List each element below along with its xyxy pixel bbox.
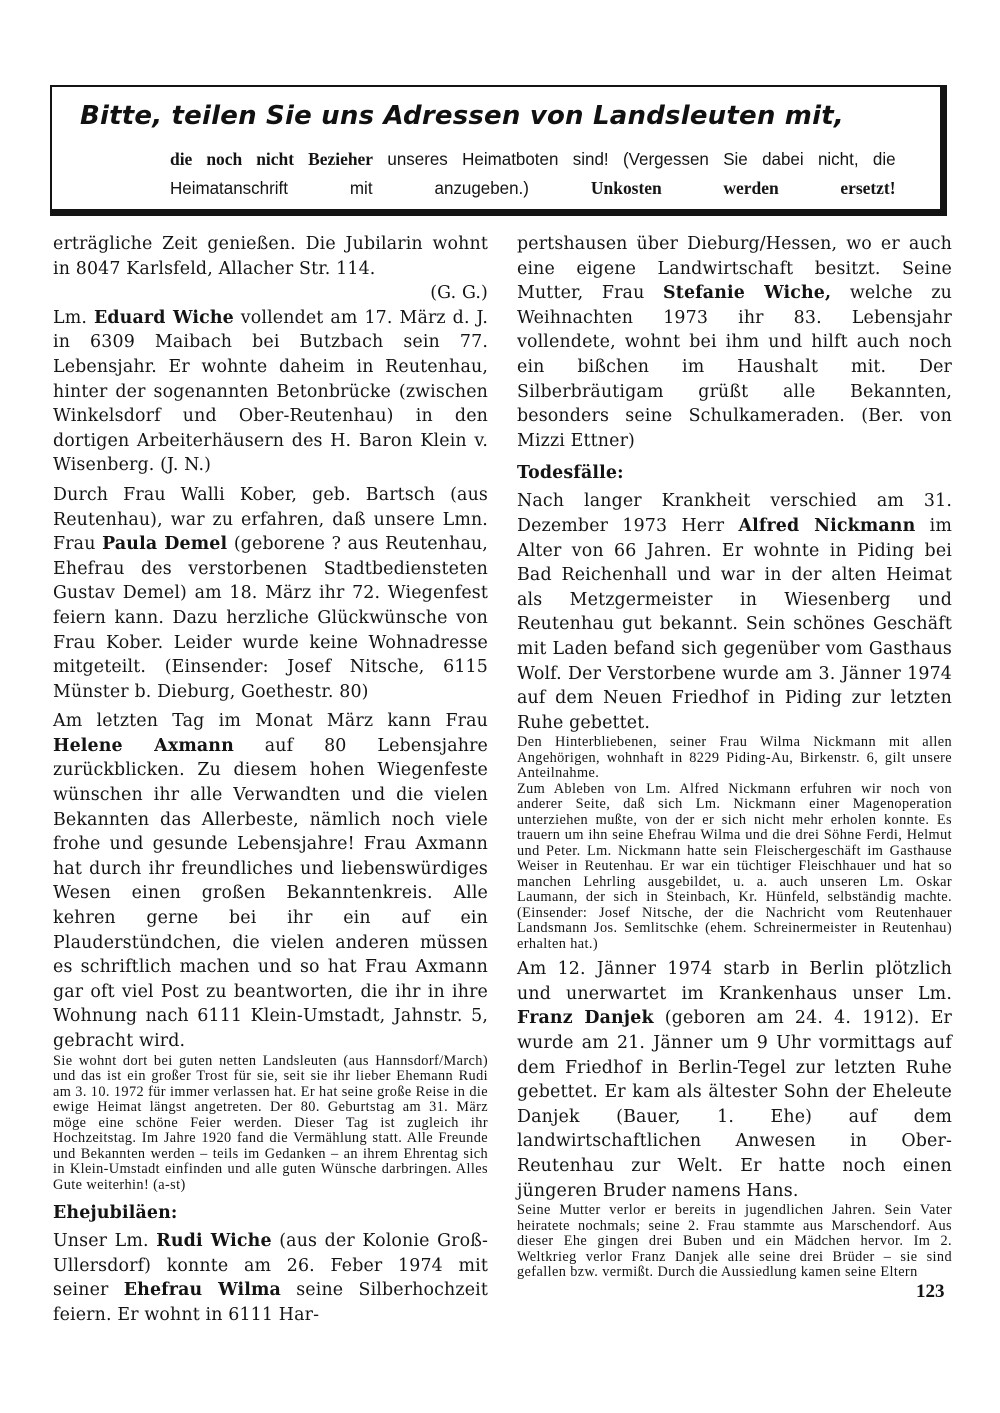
paragraph-helene-axmann: [53, 709, 488, 1053]
paragraph-rudi-wiche: [53, 1229, 488, 1327]
text: pertshausen über Dieburg/Hessen, wo er auch eine eigene Landwirtschaft besitzt. Seine Mutter, Frau: [517, 234, 952, 304]
person-name: Eduard Wiche: [93, 307, 234, 328]
page-number: 123: [916, 1281, 945, 1302]
text: (geborene ? aus Reutenhau, Ehefrau des verstorbenen Stadtbediensteten Gustav Demel) am 18. März ihr 72. Wiegenfest feiern kann. Dazu herzliche Glückwünsche von Frau Kober. Leider wurde keine Wohnadresse mitgeteilt. (Einsender: Josef Nitsche, 6115 Münster b. Dieburg, Goethestr. 80): [53, 534, 488, 702]
heading-ehejubilaeen: Ehejubiläen:: [53, 1203, 178, 1224]
notice-text: unseres Heimatboten sind! (Vergessen Sie dabei nicht, die Heimatanschrift mit anzugeben.): [170, 149, 896, 198]
paragraph-danjek-details: Seine Mutter verlor er bereits in jugendlichen Jahren. Sein Vater heiratete nochmals; seine 2. Frau stammte aus Marschendorf. Aus dieser Ehe gingen drei Buben und ein Mädchen hervor. Im 2. Weltkrieg verlor Franz Danjek alle seine drei Brüder – sie sind gefallen bzw. vermißt. Durch die Aussiedlung kamen seine Eltern: [517, 1202, 952, 1281]
paragraph-eduard-wiche: [53, 306, 488, 478]
notice-bold-2: Unkosten werden ersetzt!: [590, 178, 896, 198]
notice-title: Bitte, teilen Sie uns Adressen von Landsleuten mit,: [80, 101, 844, 131]
notice-bold-1: die noch nicht Bezieher: [170, 149, 374, 169]
text: (aus der Kolonie Groß-Ullersdorf) konnte am 26. Feber 1974 mit seiner: [53, 1231, 489, 1301]
address-request-notice: [50, 85, 947, 216]
person-name: Stefanie Wiche,: [663, 283, 832, 304]
text: (geboren am 24. 4. 1912). Er wurde am 21. Jänner um 9 Uhr vormittags auf dem Friedhof in Berlin-Tegel zur letzten Ruhe gebettet. Er kam als ältester Sohn der Eheleute Danjek (Bauer, 1. Ehe) auf dem landwirtschaftlichen Anwesen in Ober-Reutenhau zur Welt. Er hatte noch einen jüngeren Bruder namens Hans.: [517, 1008, 952, 1201]
person-name: Paula Demel: [102, 534, 228, 555]
text: Unser Lm.: [53, 1231, 157, 1252]
person-name: Helene Axmann: [53, 735, 234, 756]
text: welche zu Weihnachten 1973 ihr 83. Lebensjahr vollendete, wohnt bei ihm und hilft auch noch ein bißchen im Haushalt mit. Der Silberbräutigam grüßt alle Bekannten, besonders seine Schulkameraden. (Ber. von Mizzi Ettner): [517, 283, 952, 451]
left-column: [53, 232, 488, 1327]
notice-body: [170, 145, 896, 203]
text: Am letzten Tag im Monat März kann Frau: [53, 711, 488, 732]
paragraph-alfred-nickmann: [517, 489, 952, 735]
paragraph-franz-danjek: [517, 957, 952, 1203]
paragraph-stefanie-wiche: [517, 232, 952, 453]
text: Am 12. Jänner 1974 starb in Berlin plötzlich und unerwartet im Krankenhaus unser Lm.: [517, 959, 952, 1004]
person-name: Franz Danjek: [517, 1008, 654, 1029]
text: Nach langer Krankheit verschied am 31. Dezember 1973 Herr: [517, 491, 952, 536]
text: auf 80 Lebensjahre zurückblicken. Zu diesem hohen Wiegenfeste wünschen ihr alle Verwandten und die vielen Bekannten das Allerbeste, nämlich noch viele frohe und gesunde Lebensjahre! Frau Axmann hat durch ihr freundliches und liebenswürdiges Wesen einen großen Bekanntenkreis. Alle kehren gerne bei ihr ein auf ein Plauderstündchen, die vielen anderen müssen es schriftlich machen und so hat Frau Axmann gar oft viel Post zu beantworten, die ihr in ihre Wohnung nach 6111 Klein-Umstadt, Jahnstr. 5, gebracht wird.: [53, 735, 488, 1051]
signature-gg: (G. G.): [430, 283, 488, 304]
text: vollendet am 17. März d. J. in 6309 Maibach bei Butzbach sein 77. Lebensjahr. Er wohnte daheim in Reutenhau, hinter der sogenannten Betonbrücke (zwischen Winkelsdorf und Ober-Reutenhau) in den dortigen Arbeiterhäusern des H. Baron Klein v. Wisenberg. (J. N.): [53, 307, 488, 476]
person-name: Rudi Wiche: [156, 1231, 272, 1252]
person-name: Ehefrau Wilma: [123, 1280, 281, 1301]
paragraph-paula-demel: [53, 483, 488, 704]
text: im Alter von 66 Jahren. Er wohnte in Piding bei Bad Reichenhall und war in der alten Heimat als Metzgermeister in Wiesenberg und Reutenhau gut bekannt. Sein schönes Geschäft mit Laden befand sich gegenüber vom Gasthaus Wolf. Der Verstorbene wurde am 3. Jänner 1974 auf dem Neuen Friedhof in Piding zur letzten Ruhe gebettet.: [517, 515, 952, 733]
right-column: [517, 232, 952, 1281]
paragraph-jubilarin: erträgliche Zeit genießen. Die Jubilarin wohnt in 8047 Karlsfeld, Allacher Str. 114.: [53, 234, 488, 279]
paragraph-nickmann-details: Zum Ableben von Lm. Alfred Nickmann erfuhren wir noch von anderer Seite, daß sich Lm. Nickmann einer Magenoperation unterziehen mußte, von der er sich nicht mehr erholen konnte. Es trauern um ihn seine Ehefrau Wilma und die drei Söhne Ferdi, Helmut und Peter. Lm. Nickmann hatte sein Fleischergeschäft im Gasthause Weiser in Reutenhau. Er war ein tüchtiger Fleischhauer und hat so manchen Lehrling ausgebildet, u. a. auch unseren Lm. Oskar Laumann, der sich in Steinbach, Kr. Hünfeld, selbständig machte. (Einsender: Josef Nitsche, der die Nachricht vom Reutenhauer Landsmann Jos. Semlitschke (ehem. Schreinermeister in Reutenhau) erhalten hat.): [517, 780, 952, 952]
paragraph-axmann-details: Sie wohnt dort bei guten netten Landsleuten (aus Hannsdorf/March) und das ist ein großer Trost für sie, seit sie ihr lieber Ehemann Rudi am 3. 10. 1972 für immer verlassen hat. Er hat seine große Reise in die ewige Heimat längst angetreten. Der 80. Geburtstag am 31. März möge eine schöne Feier werden. Dieser Tag ist zugleich ihr Hochzeitstag. Im Jahre 1920 fand die Vermählung statt. Alle Freunde und Bekannten werden – teils im Gedanken – an ihrem Ehrentag sich in Klein-Umstadt einfinden und alle guten Wünsche darbringen. Alles Gute weiterhin! (a-st): [53, 1052, 488, 1193]
heading-todesfaelle: Todesfälle:: [517, 463, 624, 484]
text: Durch Frau Walli Kober, geb. Bartsch (aus Reutenhau), war zu erfahren, daß unsere Lmn. Frau: [53, 484, 488, 555]
text: seine Silberhochzeit feiern. Er wohnt in 6111 Har-: [53, 1280, 488, 1325]
text: Lm.: [53, 307, 94, 328]
person-name: Alfred Nickmann: [738, 515, 916, 536]
paragraph-condolences: Den Hinterbliebenen, seiner Frau Wilma Nickmann mit allen Angehörigen, wohnhaft in 8229 Piding-Au, Birkenstr. 6, gilt unsere Anteilnahme.: [517, 734, 952, 782]
